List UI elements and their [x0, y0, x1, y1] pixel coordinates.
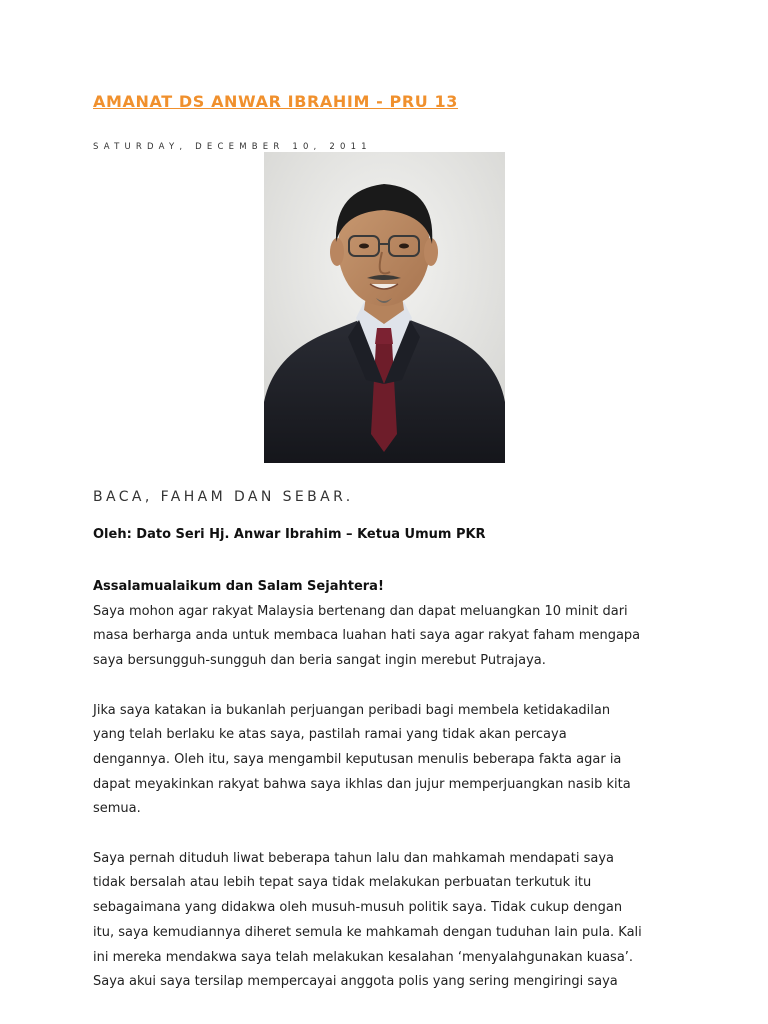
text-line: masa berharga anda untuk membaca luahan hati saya agar rakyat faham mengapa: [93, 628, 641, 644]
text-line: Saya pernah dituduh liwat beberapa tahun lalu dan mahkamah mendapati saya: [93, 850, 615, 866]
portrait-photo: [264, 152, 505, 463]
paragraph-2: [93, 699, 693, 823]
post-date: SATURDAY, DECEMBER 10, 2011: [93, 142, 372, 152]
text-line: saya bersungguh-sungguh dan beria sangat ingin merebut Putrajaya.: [93, 653, 546, 669]
text-line: Jika saya katakan ia bukanlah perjuangan peribadi bagi membela ketidakadilan: [93, 702, 611, 718]
post-body: [93, 575, 693, 1020]
text-line: Saya mohon agar rakyat Malaysia bertenang dan dapat meluangkan 10 minit dari: [93, 603, 628, 619]
text-line: dengannya. Oleh itu, saya mengambil keputusan menulis beberapa fakta agar ia: [93, 751, 622, 767]
paragraph-3: [93, 847, 693, 995]
greeting-line: Assalamualaikum dan Salam Sejahtera!: [93, 579, 384, 594]
post-subheading: BACA, FAHAM DAN SEBAR.: [93, 489, 354, 505]
post-byline: Oleh: Dato Seri Hj. Anwar Ibrahim – Ketua Umum PKR: [93, 527, 486, 542]
paragraph-1: [93, 575, 693, 674]
post-title-link[interactable]: AMANAT DS ANWAR IBRAHIM - PRU 13: [93, 92, 459, 111]
text-line: sebagaimana yang didakwa oleh musuh-musuh politik saya. Tidak cukup dengan: [93, 900, 623, 916]
text-line: ini mereka mendakwa saya telah melakukan kesalahan ‘menyalahgunakan kuasa’.: [93, 949, 634, 965]
text-line: itu, saya kemudiannya diheret semula ke mahkamah dengan tuduhan lain pula. Kali: [93, 924, 642, 940]
text-line: semua.: [93, 801, 141, 817]
text-line: Saya akui saya tersilap mempercayai anggota polis yang sering mengiringi saya: [93, 974, 618, 990]
text-line: yang telah berlaku ke atas saya, pastilah ramai yang tidak akan percaya: [93, 727, 567, 743]
text-line: dapat meyakinkan rakyat bahwa saya ikhlas dan jujur memperjuangkan nasib kita: [93, 776, 631, 792]
text-line: tidak bersalah atau lebih tepat saya tidak melakukan perbuatan terkutuk itu: [93, 875, 592, 891]
